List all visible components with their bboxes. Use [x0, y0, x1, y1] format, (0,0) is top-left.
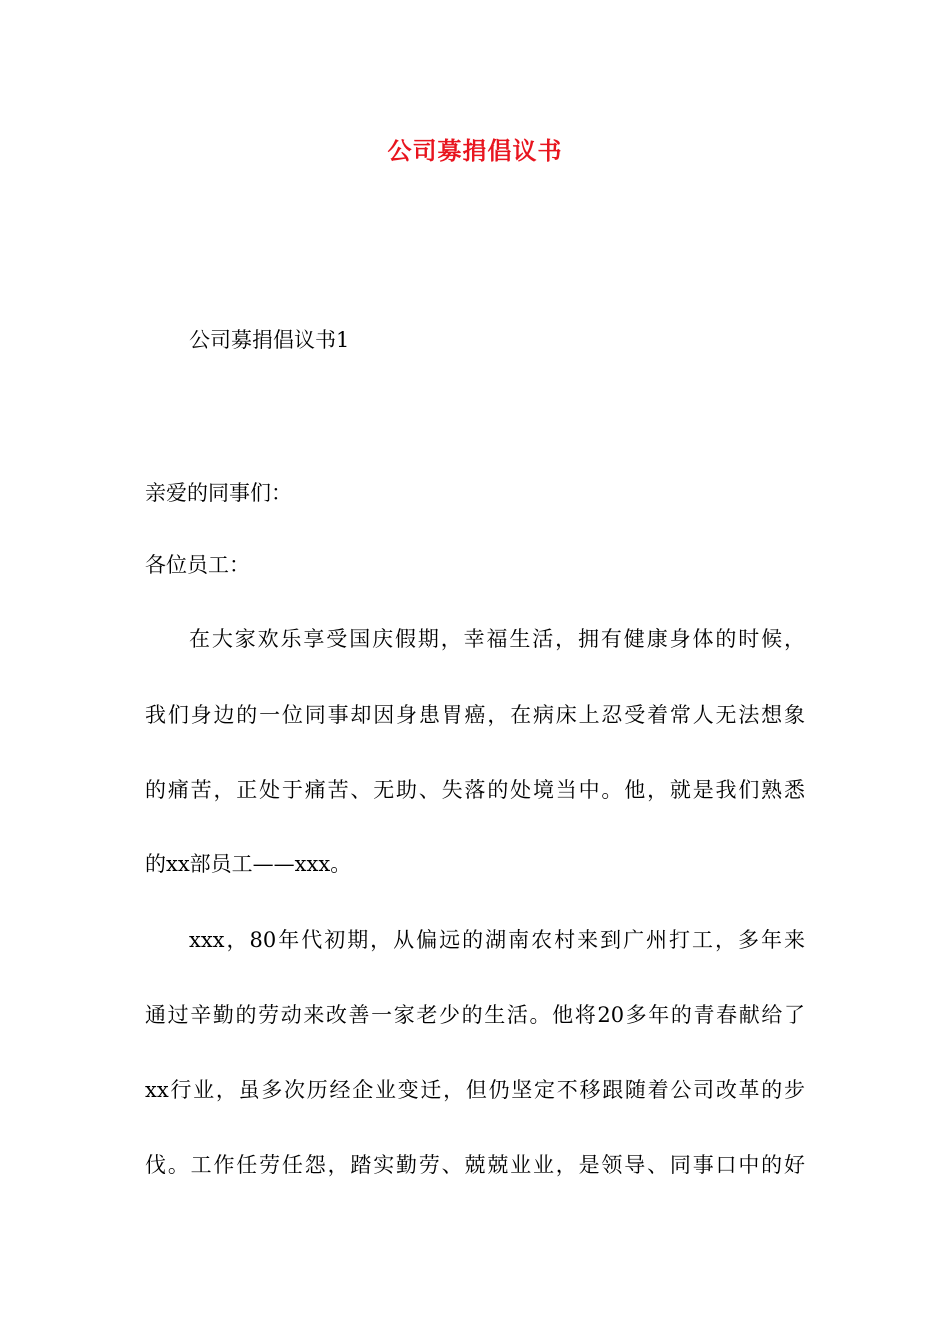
- paragraph-line: xxx，80年代初期，从偏远的湖南农村来到广州打工，多年来: [189, 928, 805, 952]
- paragraph-line: 伐。工作任劳任怨，踏实勤劳、兢兢业业，是领导、同事口中的好: [145, 1153, 805, 1177]
- greeting-colleagues: 亲爱的同事们：: [145, 481, 292, 505]
- paragraph-line: 我们身边的一位同事却因身患胃癌，在病床上忍受着常人无法想象: [145, 703, 805, 727]
- section-subtitle: 公司募捐倡议书1: [189, 328, 350, 352]
- paragraph-line: xx行业，虽多次历经企业变迁，但仍坚定不移跟随着公司改革的步: [145, 1078, 805, 1102]
- paragraph-line: 通过辛勤的劳动来改善一家老少的生活。他将20多年的青春献给了: [145, 1003, 805, 1027]
- paragraph-line: 在大家欢乐享受国庆假期，幸福生活，拥有健康身体的时候，: [189, 627, 805, 651]
- document-title: 公司募捐倡议书: [387, 137, 563, 165]
- paragraph-line: 的xx部员工——xxx。: [145, 852, 352, 876]
- paragraph-line: 的痛苦，正处于痛苦、无助、失落的处境当中。他，就是我们熟悉: [145, 778, 805, 802]
- greeting-staff: 各位员工：: [145, 553, 250, 577]
